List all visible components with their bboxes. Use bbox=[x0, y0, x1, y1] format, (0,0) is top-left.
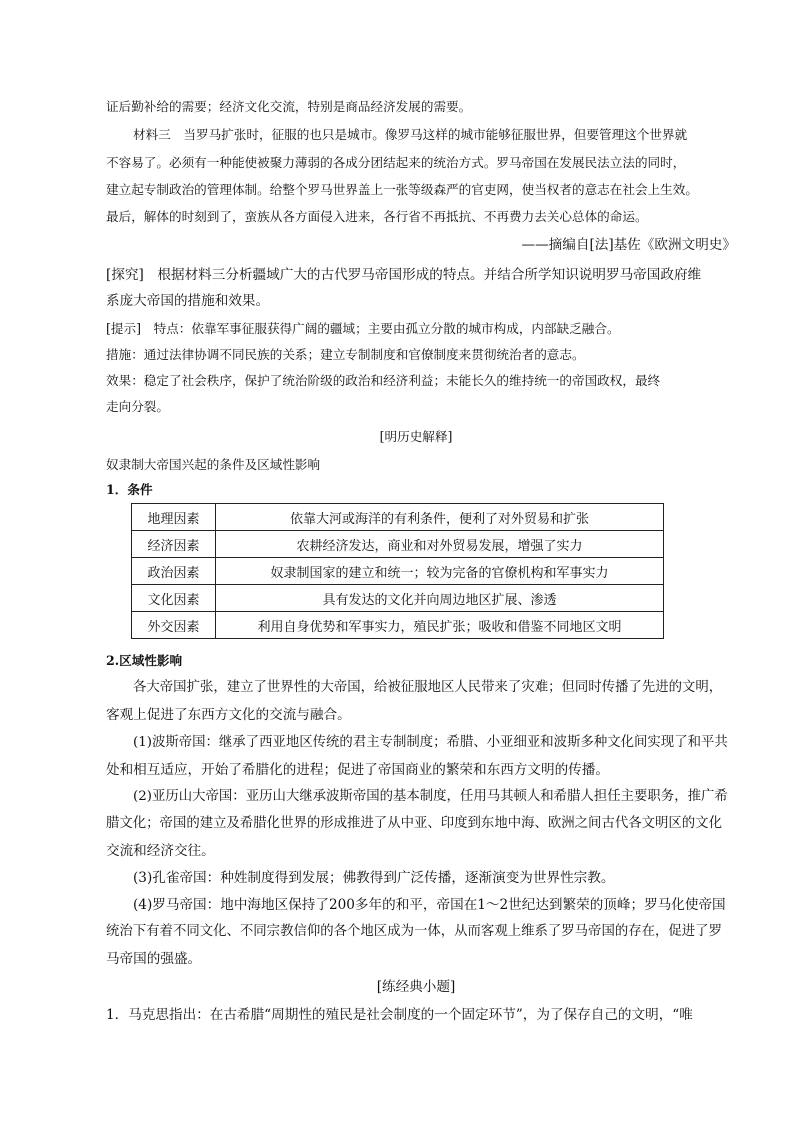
influence-line: (2)亚历山大帝国：亚历山大继承波斯帝国的基本制度，任用马其顿人和希腊人担任主要职务，推广希 bbox=[133, 789, 728, 804]
hint-line: [提示] 特点：依靠军事征服获得广阔的疆域；主要由孤立分散的城市构成，内部缺乏融合。 bbox=[106, 321, 620, 336]
material-line: 建立起专制政治的管理体制。给整个罗马世界盖上一张等级森严的官吏网，使当权者的意志在社会上生效。 bbox=[106, 182, 698, 197]
conditions-row bbox=[132, 558, 664, 585]
conditions-table bbox=[131, 503, 664, 639]
description-cell: 农耕经济发达，商业和对外贸易发展，增强了实力 bbox=[216, 531, 664, 558]
hint-line: 走向分裂。 bbox=[106, 399, 169, 414]
description-cell: 利用自身优势和军事实力，殖民扩张；吸收和借鉴不同地区文明 bbox=[216, 612, 664, 639]
question-line: 1．马克思指出：在古希腊“周期性的殖民是社会制度的一个固定环节”，为了保存自己的文明，“唯 bbox=[106, 1007, 693, 1023]
influence-line: 马帝国的强盛。 bbox=[106, 951, 202, 967]
explore-line: [探究] 根据材料三分析疆域广大的古代罗马帝国形成的特点。并结合所学知识说明罗马帝国政府维 bbox=[106, 267, 702, 283]
description-cell: 具有发达的文化并向周边地区扩展、渗透 bbox=[216, 585, 664, 612]
factor-cell: 政治因素 bbox=[132, 558, 216, 585]
material-line: 材料三 当罗马扩张时，征服的也只是城市。像罗马这样的城市能够征服世界，但要管理这个世界就 bbox=[133, 127, 688, 142]
material-source: ——摘编自[法]基佐《欧洲文明史》 bbox=[521, 237, 736, 253]
hint-line: 措施：通过法律协调不同民族的关系；建立专制制度和官僚制度来贯彻统治者的意志。 bbox=[106, 347, 585, 362]
section-title: [练经典小题] bbox=[376, 979, 456, 995]
conditions-row bbox=[132, 504, 664, 531]
factor-cell: 经济因素 bbox=[132, 531, 216, 558]
factor-cell: 地理因素 bbox=[132, 504, 216, 531]
influence-heading: 2.区域性影响 bbox=[106, 653, 183, 668]
influence-line: 处和相互适应，开始了希腊化的进程；促进了帝国商业的繁荣和东西方文明的传播。 bbox=[106, 762, 609, 778]
description-cell: 依靠大河或海洋的有利条件，便利了对外贸易和扩张 bbox=[216, 504, 664, 531]
influence-line: 统治下有着不同文化、不同宗教信仰的各个地区成为一体，从而客观上维系了罗马帝国的存在，促进了罗 bbox=[106, 924, 722, 939]
conditions-heading: 1．条件 bbox=[106, 482, 153, 497]
conditions-row bbox=[132, 531, 664, 558]
section-title: [明历史解释] bbox=[379, 429, 453, 444]
material-line: 最后，解体的时刻到了，蛮族从各方面侵入进来，各行省不再抵抗、不再费力去关心总体的命运。 bbox=[106, 209, 648, 224]
influence-line: 腊文化；帝国的建立及希腊化世界的形成推进了从中亚、印度到东地中海、欧洲之间古代各文明区的文化 bbox=[106, 816, 722, 831]
influence-line: 交流和经济交往。 bbox=[106, 843, 215, 859]
conditions-row bbox=[132, 585, 664, 612]
material-line: 证后勤补给的需要；经济文化交流，特别是商品经济发展的需要。 bbox=[106, 99, 472, 114]
topic-heading: 奴隶制大帝国兴起的条件及区域性影响 bbox=[106, 457, 321, 472]
factor-cell: 外交因素 bbox=[132, 612, 216, 639]
influence-line: 各大帝国扩张，建立了世界性的大帝国，给被征服地区人民带来了灾难；但同时传播了先进的文明， bbox=[133, 680, 723, 695]
material-line: 不容易了。必须有一种能使被聚力薄弱的各成分团结起来的统治方式。罗马帝国在发展民法立法的同时， bbox=[106, 155, 686, 170]
description-cell: 奴隶制国家的建立和统一；较为完备的官僚机构和军事实力 bbox=[216, 558, 664, 585]
factor-cell: 文化因素 bbox=[132, 585, 216, 612]
influence-line: (1)波斯帝国：继承了西亚地区传统的君主专制制度；希腊、小亚细亚和波斯多种文化间实现了和平共 bbox=[133, 735, 728, 750]
conditions-row bbox=[132, 612, 664, 639]
influence-line: (4)罗马帝国：地中海地区保持了200多年的和平，帝国在1～2世纪达到繁荣的顶峰；罗马化使帝国 bbox=[133, 897, 726, 913]
hint-line: 效果：稳定了社会秩序，保护了统治阶级的政治和经济利益；未能长久的维持统一的帝国政权，最终 bbox=[106, 373, 661, 388]
influence-line: 客观上促进了东西方文化的交流与融合。 bbox=[106, 707, 351, 723]
influence-line: (3)孔雀帝国：种姓制度得到发展；佛教得到广泛传播，逐渐演变为世界性宗教。 bbox=[133, 870, 615, 886]
explore-line: 系庞大帝国的措施和效果。 bbox=[106, 293, 270, 309]
